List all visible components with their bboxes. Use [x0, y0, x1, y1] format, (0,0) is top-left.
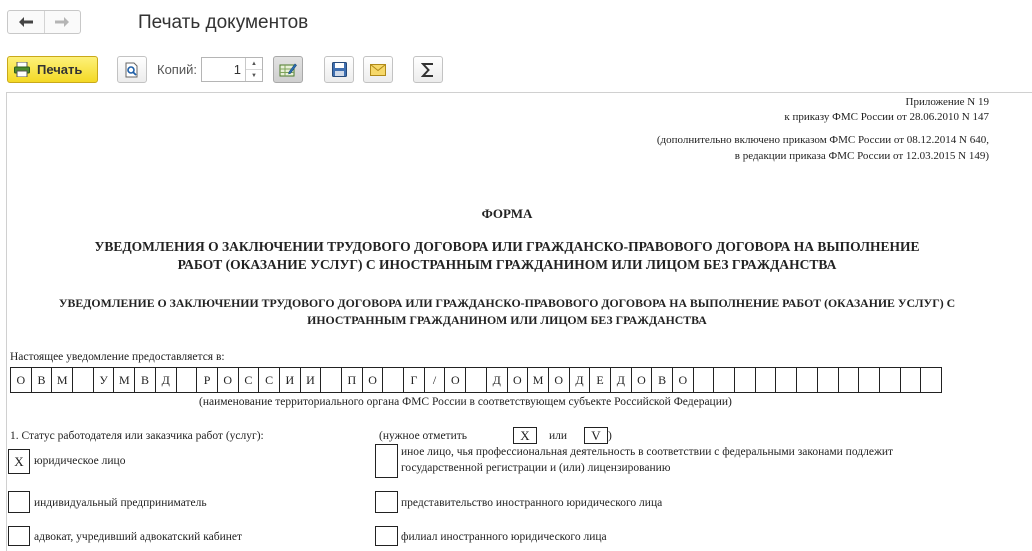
authority-cell: Г: [404, 368, 425, 393]
added-note: (дополнительно включено приказом ФМС России от 08.12.2014 N 640,: [656, 134, 989, 146]
navigation-group: [7, 10, 81, 34]
authority-cell: О: [673, 368, 694, 393]
authority-cell: /: [425, 368, 446, 393]
authority-cell: Д: [487, 368, 508, 393]
authority-cell: [818, 368, 839, 393]
option-checkbox-entrepreneur[interactable]: [8, 491, 30, 513]
authority-cell: [797, 368, 818, 393]
option-label-representative-office: представительство иностранного юридического лица: [401, 497, 663, 509]
authority-cell: Д: [156, 368, 177, 393]
print-button[interactable]: [7, 56, 98, 83]
authority-cell: [921, 368, 942, 393]
edit-mode-button[interactable]: [273, 56, 303, 83]
authority-cell: [859, 368, 880, 393]
authority-cell: [177, 368, 198, 393]
authority-cell: В: [135, 368, 156, 393]
authority-cell: [901, 368, 922, 393]
option-checkbox-representative-office[interactable]: [375, 491, 398, 513]
authority-name-cells: [10, 367, 942, 393]
option-checkbox-legal-entity[interactable]: X: [8, 449, 30, 474]
status-heading: 1. Статус работодателя или заказчика работ (услуг):: [10, 430, 264, 442]
back-arrow-icon: [19, 17, 33, 27]
notice-title-line1: УВЕДОМЛЕНИЕ О ЗАКЛЮЧЕНИИ ТРУДОВОГО ДОГОВОРА ИЛИ ГРАЖДАНСКО-ПРАВОВОГО ДОГОВОРА НА ВЫПОЛНЕНИЕ РАБОТ (ОКАЗАНИЕ УСЛУГ) С: [58, 296, 956, 310]
form-title-line1: УВЕДОМЛЕНИЯ О ЗАКЛЮЧЕНИИ ТРУДОВОГО ДОГОВОРА ИЛИ ГРАЖДАНСКО-ПРАВОВОГО ДОГОВОРА НА ВЫПОЛНЕНИЕ: [94, 239, 920, 254]
authority-cell: Р: [197, 368, 218, 393]
authority-cell: [839, 368, 860, 393]
form-title-line2: РАБОТ (ОКАЗАНИЕ УСЛУГ) С ИНОСТРАННЫМ ГРАЖДАНИНОМ ИЛИ ЛИЦОМ БЕЗ ГРАЖДАНСТВА: [177, 257, 837, 272]
printer-icon: [14, 62, 30, 77]
chevron-down-icon[interactable]: ▼: [246, 69, 262, 81]
appendix-label: Приложение N 19: [905, 96, 989, 108]
authority-cell: Е: [590, 368, 611, 393]
authority-cell: И: [280, 368, 301, 393]
option-label-entrepreneur: индивидуальный предприниматель: [34, 497, 207, 509]
option-label-branch: филиал иностранного юридического лица: [401, 531, 607, 543]
mark-instruction: (нужное отметить: [379, 430, 468, 442]
notice-title-line2: ИНОСТРАННЫМ ГРАЖДАНИНОМ ИЛИ ЛИЦОМ БЕЗ ГРАЖДАНСТВА: [307, 313, 707, 327]
authority-cell: О: [508, 368, 529, 393]
authority-cell: [756, 368, 777, 393]
authority-cell: С: [259, 368, 280, 393]
authority-cell: О: [549, 368, 570, 393]
authority-cell: У: [94, 368, 115, 393]
authority-cell: О: [11, 368, 32, 393]
authority-cell: В: [32, 368, 53, 393]
authority-cell: [466, 368, 487, 393]
option-label-legal-entity: юридическое лицо: [34, 455, 126, 467]
authority-cell: М: [528, 368, 549, 393]
authority-cell: Д: [570, 368, 591, 393]
authority-cell: Д: [611, 368, 632, 393]
copies-label: Копий:: [157, 62, 197, 77]
back-button[interactable]: [8, 11, 44, 33]
save-icon: [332, 62, 347, 77]
option-label-other-person-line1: иное лицо, чья профессиональная деятельность в соответствии с федеральными законами подлежит: [401, 446, 894, 458]
option-label-other-person-line2: государственной регистрации и (или) лицензированию: [401, 462, 671, 474]
authority-cell: [735, 368, 756, 393]
authority-cell: [321, 368, 342, 393]
order-reference: к приказу ФМС России от 28.06.2010 N 147: [784, 111, 989, 123]
mark-close: ): [608, 430, 612, 442]
authority-cell: В: [652, 368, 673, 393]
option-checkbox-branch[interactable]: [375, 526, 398, 546]
option-checkbox-other-person[interactable]: [375, 444, 398, 478]
authority-cell: [73, 368, 94, 393]
option-checkbox-lawyer[interactable]: [8, 526, 30, 546]
authority-cell: [714, 368, 735, 393]
authority-caption: (наименование территориального органа ФМС России в соответствующем субъекте Российской Федерации): [199, 396, 732, 408]
authority-cell: М: [114, 368, 135, 393]
edition-note: в редакции приказа ФМС России от 12.03.2015 N 149): [734, 150, 989, 162]
send-email-button[interactable]: [363, 56, 393, 83]
copies-input[interactable]: [202, 58, 245, 81]
mark-example-v: V: [584, 427, 608, 444]
window-title: Печать документов: [138, 12, 309, 33]
mark-or: или: [549, 430, 568, 442]
chevron-up-icon[interactable]: ▲: [251, 60, 257, 67]
preview-button[interactable]: [117, 56, 147, 83]
save-button[interactable]: [324, 56, 354, 83]
authority-cell: [880, 368, 901, 393]
copies-stepper[interactable]: [201, 57, 263, 82]
mark-example-x: X: [513, 427, 537, 444]
option-label-lawyer: адвокат, учредивший адвокатский кабинет: [34, 531, 243, 543]
authority-cell: [383, 368, 404, 393]
authority-cell: О: [632, 368, 653, 393]
authority-cell: [776, 368, 797, 393]
document-preview[interactable]: [6, 92, 1032, 551]
mail-icon: [370, 64, 386, 76]
authority-cell: О: [363, 368, 384, 393]
form-label: ФОРМА: [481, 206, 533, 221]
authority-cell: О: [218, 368, 239, 393]
authority-cell: П: [342, 368, 363, 393]
preview-icon: [124, 62, 140, 78]
submitted-to-label: Настоящее уведомление предоставляется в:: [10, 351, 225, 363]
edit-icon: [279, 62, 297, 78]
authority-cell: И: [301, 368, 322, 393]
print-button-label: Печать: [37, 62, 83, 77]
authority-cell: [694, 368, 715, 393]
forward-arrow-icon: [55, 17, 69, 27]
authority-cell: С: [239, 368, 260, 393]
authority-cell: О: [445, 368, 466, 393]
authority-cell: М: [52, 368, 73, 393]
sum-button[interactable]: [413, 56, 443, 83]
forward-button[interactable]: [44, 11, 81, 33]
sum-icon: [421, 62, 435, 78]
